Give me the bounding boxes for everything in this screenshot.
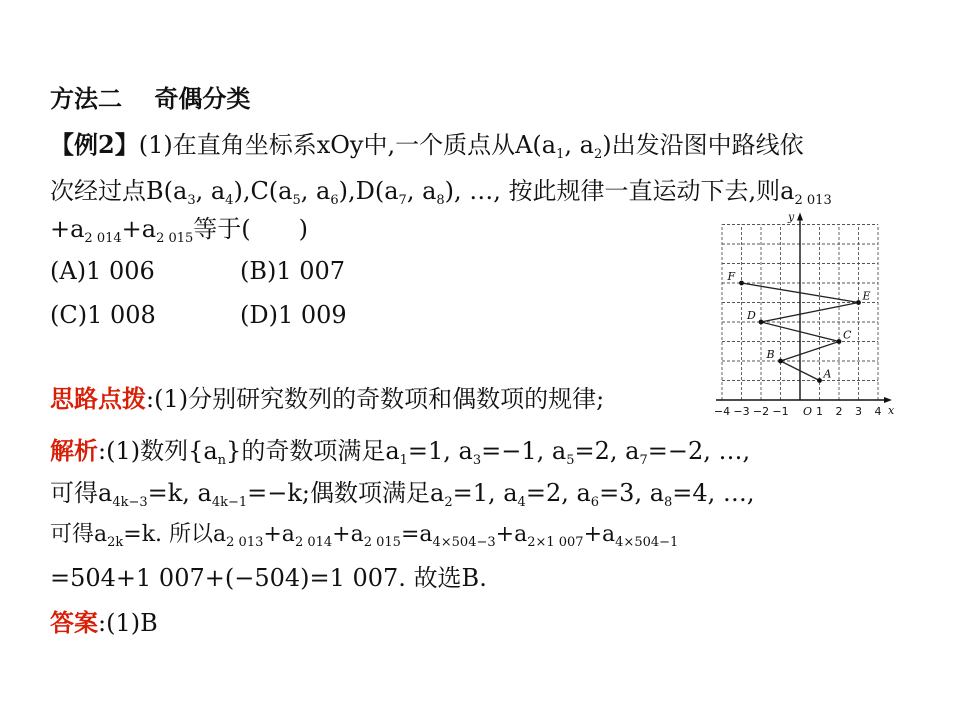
subscript: 2	[444, 495, 453, 510]
example-line-3	[50, 214, 308, 244]
analysis-text: }的奇数项满足a	[226, 437, 400, 465]
analysis-line-1	[50, 436, 750, 466]
subscript: n	[217, 453, 227, 468]
example-text: +a	[50, 215, 85, 243]
example-text: +a	[121, 215, 157, 243]
answer-text: :(1)B	[98, 609, 158, 637]
subscript: 2 014	[294, 535, 333, 550]
analysis-text: =1, a	[407, 437, 473, 465]
options-row-2	[50, 300, 347, 330]
subscript: 4	[517, 495, 526, 510]
analysis-text: =−2, …,	[647, 437, 751, 465]
analysis-text: +a	[495, 522, 528, 547]
point-label-a: A	[823, 367, 832, 381]
subscript: 8	[664, 495, 673, 510]
coordinate-graph	[700, 210, 905, 423]
options-row-1	[50, 256, 345, 286]
x-axis-arrow	[884, 397, 892, 403]
subscript: 2 014	[84, 231, 122, 246]
x-axis-label: x	[888, 404, 895, 417]
option-c: (C)1 008	[50, 301, 156, 329]
subscript: 6	[590, 495, 600, 510]
analysis-text: +a	[263, 522, 295, 547]
answer-label: 答案	[50, 608, 98, 637]
point-c	[837, 339, 842, 344]
analysis-line-3	[50, 520, 678, 550]
analysis-text: =1, a	[452, 479, 518, 507]
example-text: ), …, 按此规律一直运动下去,则a	[444, 177, 795, 205]
origin-label: O	[803, 405, 813, 418]
analysis-text: 可得a	[50, 522, 108, 547]
analysis-text: 可得a	[50, 479, 113, 507]
analysis-text: =3, a	[599, 479, 665, 507]
subscript: 2 013	[794, 193, 832, 208]
section-heading: 方法二 奇偶分类	[50, 84, 251, 113]
example-line-1	[50, 130, 804, 160]
subscript: 3	[187, 193, 196, 208]
analysis-text: +a	[583, 522, 616, 547]
subscript: 1	[556, 147, 565, 162]
point-label-f: F	[727, 270, 736, 283]
subscript: 2 013	[226, 535, 264, 550]
point-label-c: C	[843, 328, 852, 342]
answer-line	[50, 608, 158, 638]
subscript: 4×504−1	[615, 535, 679, 550]
analysis-text: :(1)数列{a	[98, 437, 218, 465]
subscript: 8	[436, 193, 445, 208]
x-tick-label: −1	[772, 405, 789, 418]
point-label-e: E	[862, 289, 871, 303]
x-tick-label: −3	[733, 405, 750, 418]
point-d	[759, 320, 764, 325]
analysis-line-2	[50, 478, 755, 508]
subscript: 4	[225, 193, 234, 208]
subscript: 4k−3	[112, 495, 148, 510]
subscript: 2×1 007	[527, 535, 584, 550]
point-label-d: D	[747, 309, 756, 322]
x-tick-label: 2	[835, 405, 843, 418]
analysis-text: =2, a	[525, 479, 591, 507]
point-f	[739, 281, 744, 286]
option-a: (A)1 006	[50, 257, 155, 285]
x-tick-label: 1	[816, 405, 823, 418]
subscript: 2 015	[156, 231, 194, 246]
subscript: 4k−1	[211, 495, 248, 510]
x-tick-label: −4	[713, 405, 731, 418]
hint-line	[50, 384, 604, 414]
example-text: , a	[195, 177, 226, 205]
axes	[716, 210, 892, 404]
y-axis-label: y	[788, 210, 795, 224]
analysis-text: =a	[400, 522, 433, 547]
x-tick-label: 3	[855, 405, 862, 418]
point-label-b: B	[766, 348, 775, 361]
subscript: 7	[398, 193, 407, 208]
example-text: ),D(a	[338, 177, 399, 205]
hint-label: 思路点拨	[50, 384, 146, 413]
example-text: , a	[564, 131, 594, 159]
analysis-text: +a	[332, 522, 364, 547]
subscript: 2	[593, 147, 603, 162]
example-text: 次经过点B(a	[50, 177, 188, 205]
subscript: 5	[566, 453, 575, 468]
subscript: 3	[472, 453, 482, 468]
analysis-label: 解析	[50, 436, 98, 465]
option-d: (D)1 009	[240, 301, 347, 329]
analysis-text: =k. 所以a	[123, 522, 227, 547]
analysis-text: =−k;偶数项满足a	[247, 479, 445, 507]
x-tick-label: 4	[874, 405, 882, 418]
subscript: 7	[639, 453, 648, 468]
subscript: 2k	[107, 535, 124, 550]
example-text: , a	[406, 177, 437, 205]
example-text: )出发沿图中路线依	[602, 131, 804, 159]
analysis-text: =4, …,	[672, 479, 755, 507]
point-e	[856, 300, 861, 305]
subscript: 1	[399, 453, 408, 468]
point-b	[778, 359, 783, 364]
y-axis-arrow	[797, 213, 803, 221]
example-text: , a	[300, 177, 331, 205]
subscript: 4×504−3	[432, 535, 496, 550]
subscript: 6	[330, 193, 339, 208]
hint-text: :(1)分别研究数列的奇数项和偶数项的规律;	[146, 385, 605, 413]
analysis-text: =−1, a	[481, 437, 567, 465]
example-text: (1)在直角坐标系xOy中,一个质点从A(a	[138, 131, 557, 159]
option-b: (B)1 007	[240, 257, 346, 285]
x-tick-label: −2	[752, 405, 770, 418]
point-a	[817, 378, 822, 383]
subscript: 5	[292, 193, 301, 208]
example-line-2	[50, 176, 832, 206]
subscript: 2 015	[363, 535, 401, 550]
analysis-text: =k, a	[147, 479, 212, 507]
example-label: 【例2】	[50, 130, 139, 159]
analysis-line-4: =504+1 007+(−504)=1 007. 故选B.	[50, 564, 487, 592]
example-text: 等于( )	[193, 215, 309, 243]
analysis-text: =2, a	[574, 437, 640, 465]
example-text: ),C(a	[233, 177, 293, 205]
